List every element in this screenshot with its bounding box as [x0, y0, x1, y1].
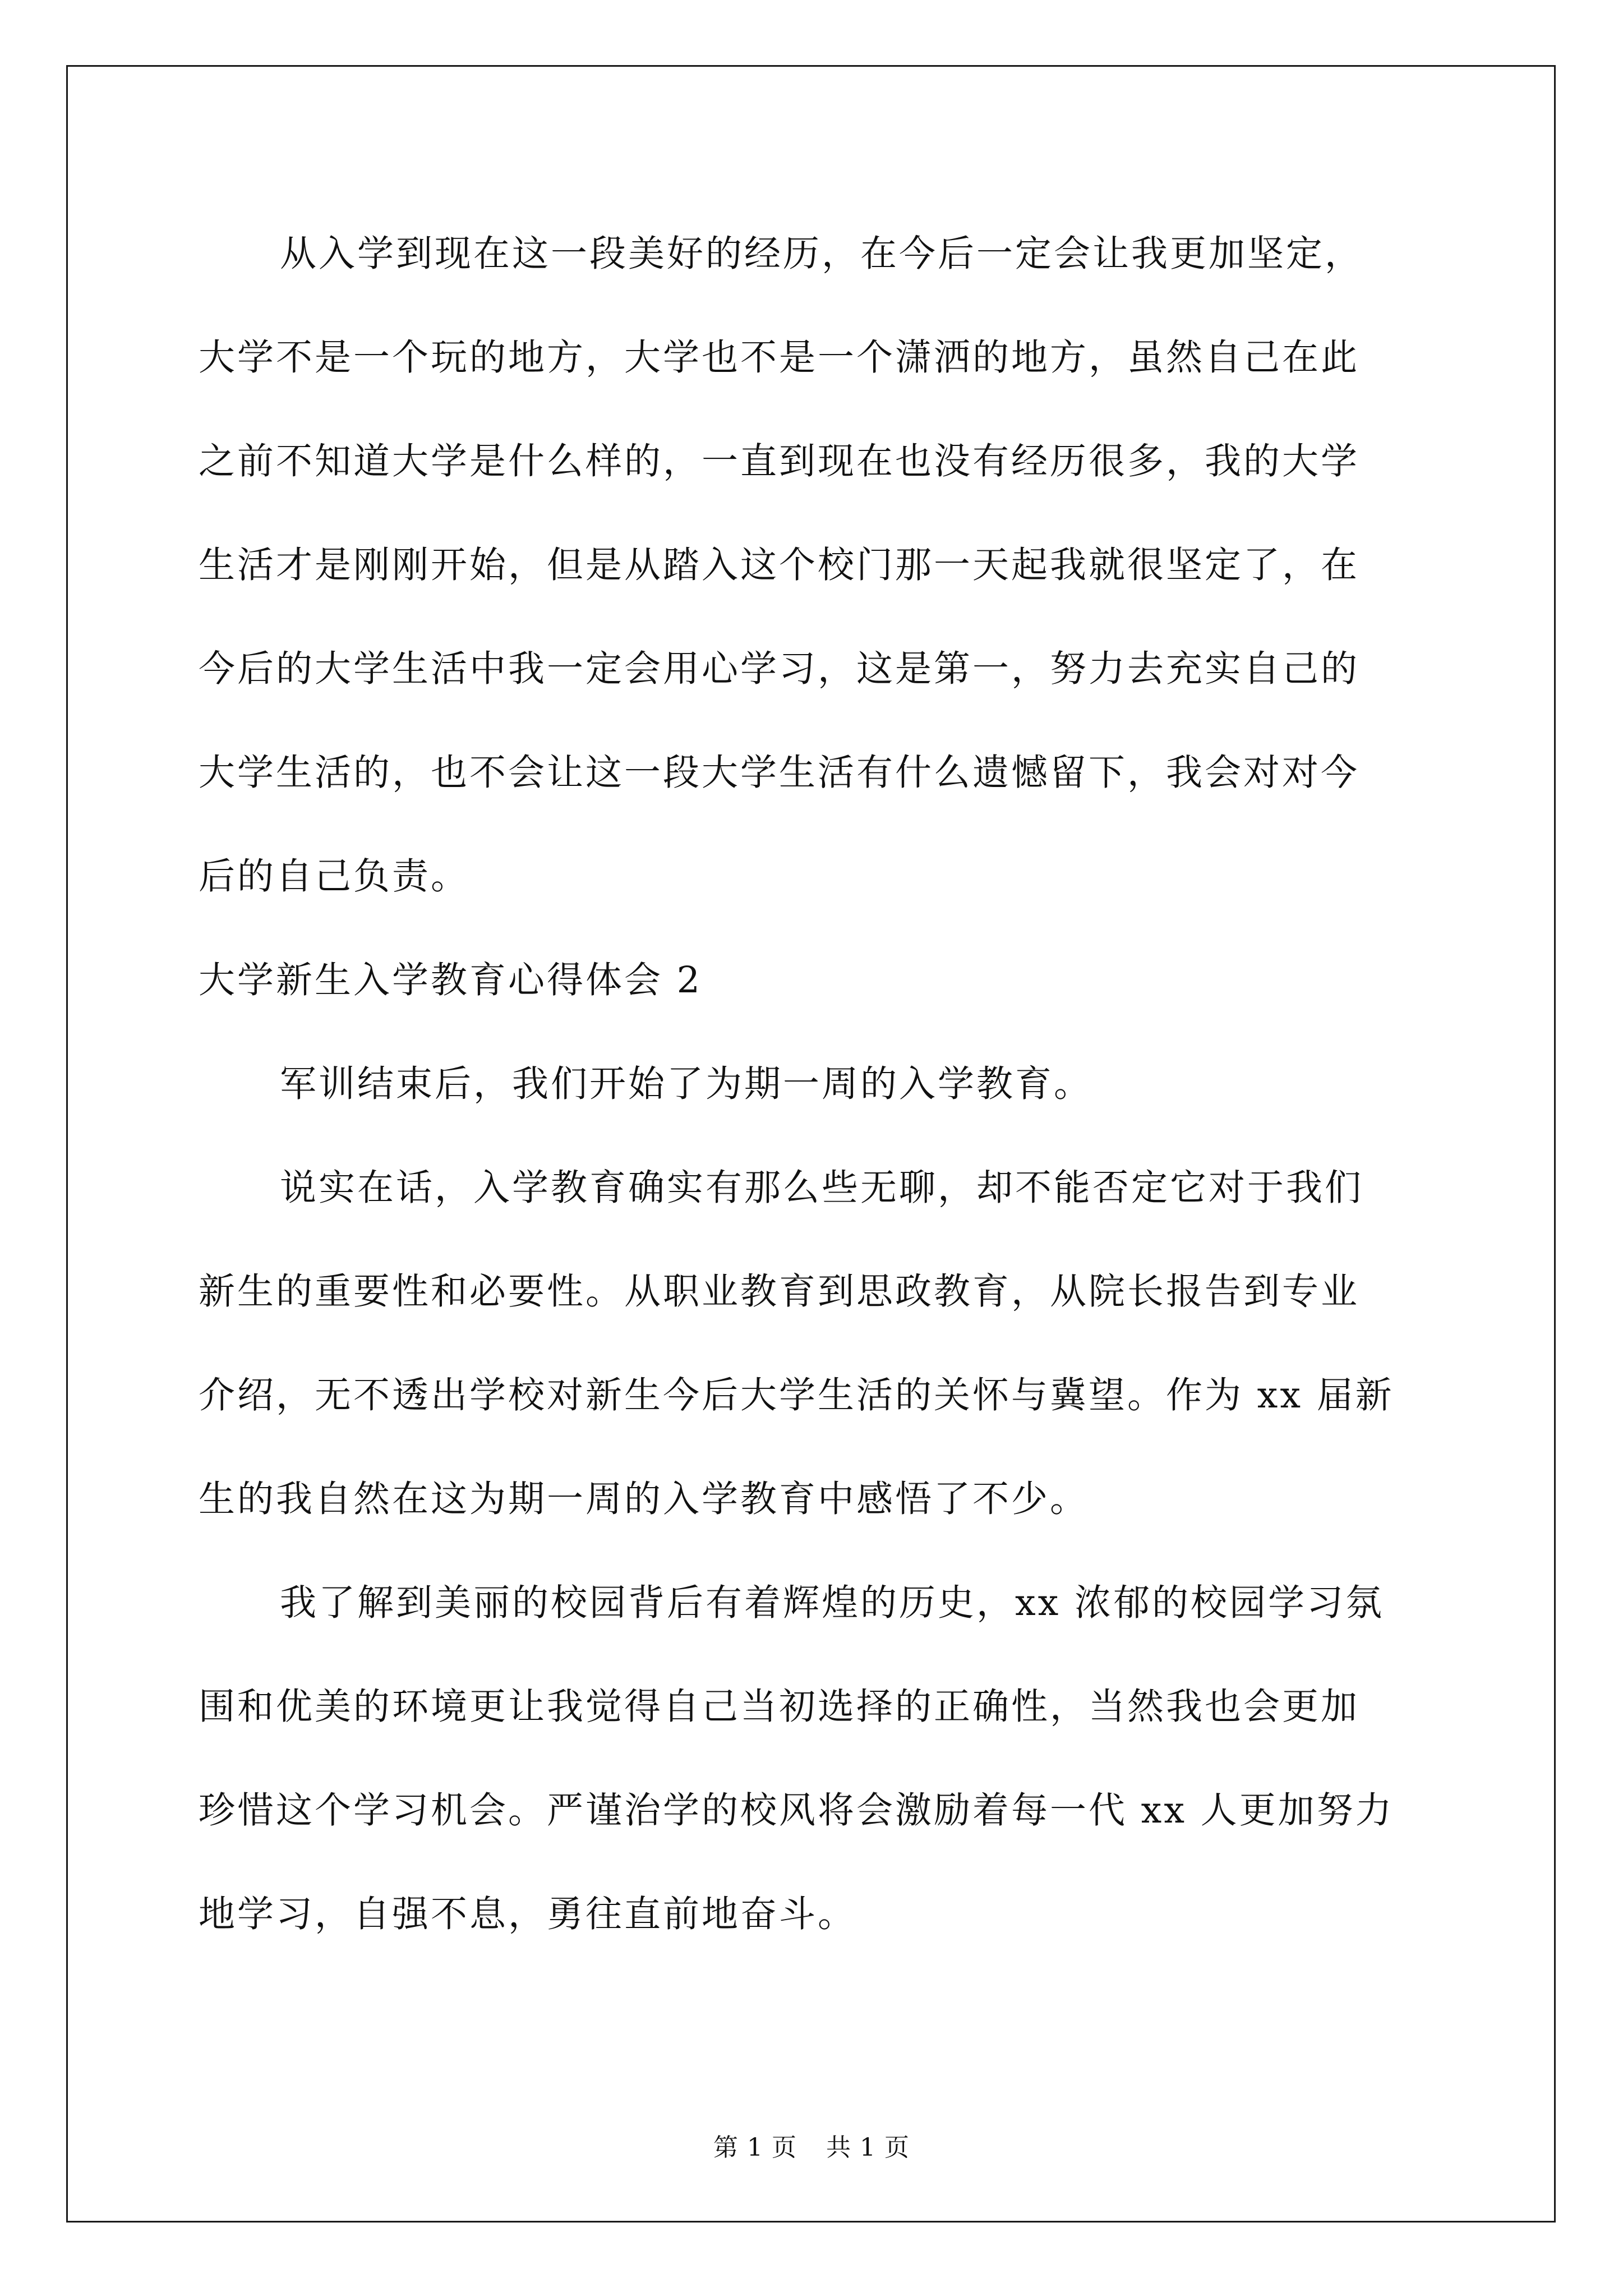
paragraph-4 [199, 1551, 1421, 1966]
text-line: 大学生活的，也不会让这一段大学生活有什么遗憾留下，我会对对今 [199, 752, 1360, 794]
text-line: 围和优美的环境更让我觉得自己当初选择的正确性，当然我也会更加 [199, 1686, 1360, 1728]
text-line: 之前不知道大学是什么样的，一直到现在也没有经历很多，我的大学 [199, 440, 1360, 482]
paragraph-3 [199, 1136, 1421, 1551]
paragraph-2 [199, 1032, 1421, 1136]
text-line: 今后的大学生活中我一定会用心学习，这是第一，努力去充实自己的 [199, 648, 1360, 690]
text-line: 我了解到美丽的校园背后有着辉煌的历史，xx 浓郁的校园学习氛 [280, 1582, 1384, 1624]
document-body [199, 202, 1421, 1966]
heading-text: 大学新生入学教育心得体会 2 [199, 959, 703, 1001]
text-line: 介绍，无不透出学校对新生今后大学生活的关怀与冀望。作为 xx 届新 [199, 1374, 1394, 1416]
text-line: 军训结束后，我们开始了为期一周的入学教育。 [280, 1063, 1093, 1105]
text-line: 从入学到现在这一段美好的经历，在今后一定会让我更加坚定， [280, 233, 1364, 275]
section-heading [199, 928, 1421, 1032]
text-line: 生活才是刚刚开始，但是从踏入这个校门那一天起我就很坚定了，在 [199, 544, 1360, 586]
text-line: 大学不是一个玩的地方，大学也不是一个潇洒的地方，虽然自己在此 [199, 337, 1360, 379]
text-line: 新生的重要性和必要性。从职业教育到思政教育，从院长报告到专业 [199, 1271, 1360, 1313]
page-footer [0, 2127, 1623, 2163]
text-line: 珍惜这个学习机会。严谨治学的校风将会激励着每一代 xx 人更加努力 [199, 1789, 1394, 1832]
page-total: 共 1 页 [826, 2133, 910, 2162]
page-number: 第 1 页 [713, 2133, 797, 2162]
text-line: 后的自己负责。 [199, 855, 470, 898]
text-line: 生的我自然在这为期一周的入学教育中感悟了不少。 [199, 1478, 1089, 1520]
text-line: 说实在话，入学教育确实有那么些无聊，却不能否定它对于我们 [280, 1167, 1364, 1209]
paragraph-1 [199, 202, 1421, 928]
text-line: 地学习，自强不息，勇往直前地奋斗。 [199, 1893, 857, 1935]
